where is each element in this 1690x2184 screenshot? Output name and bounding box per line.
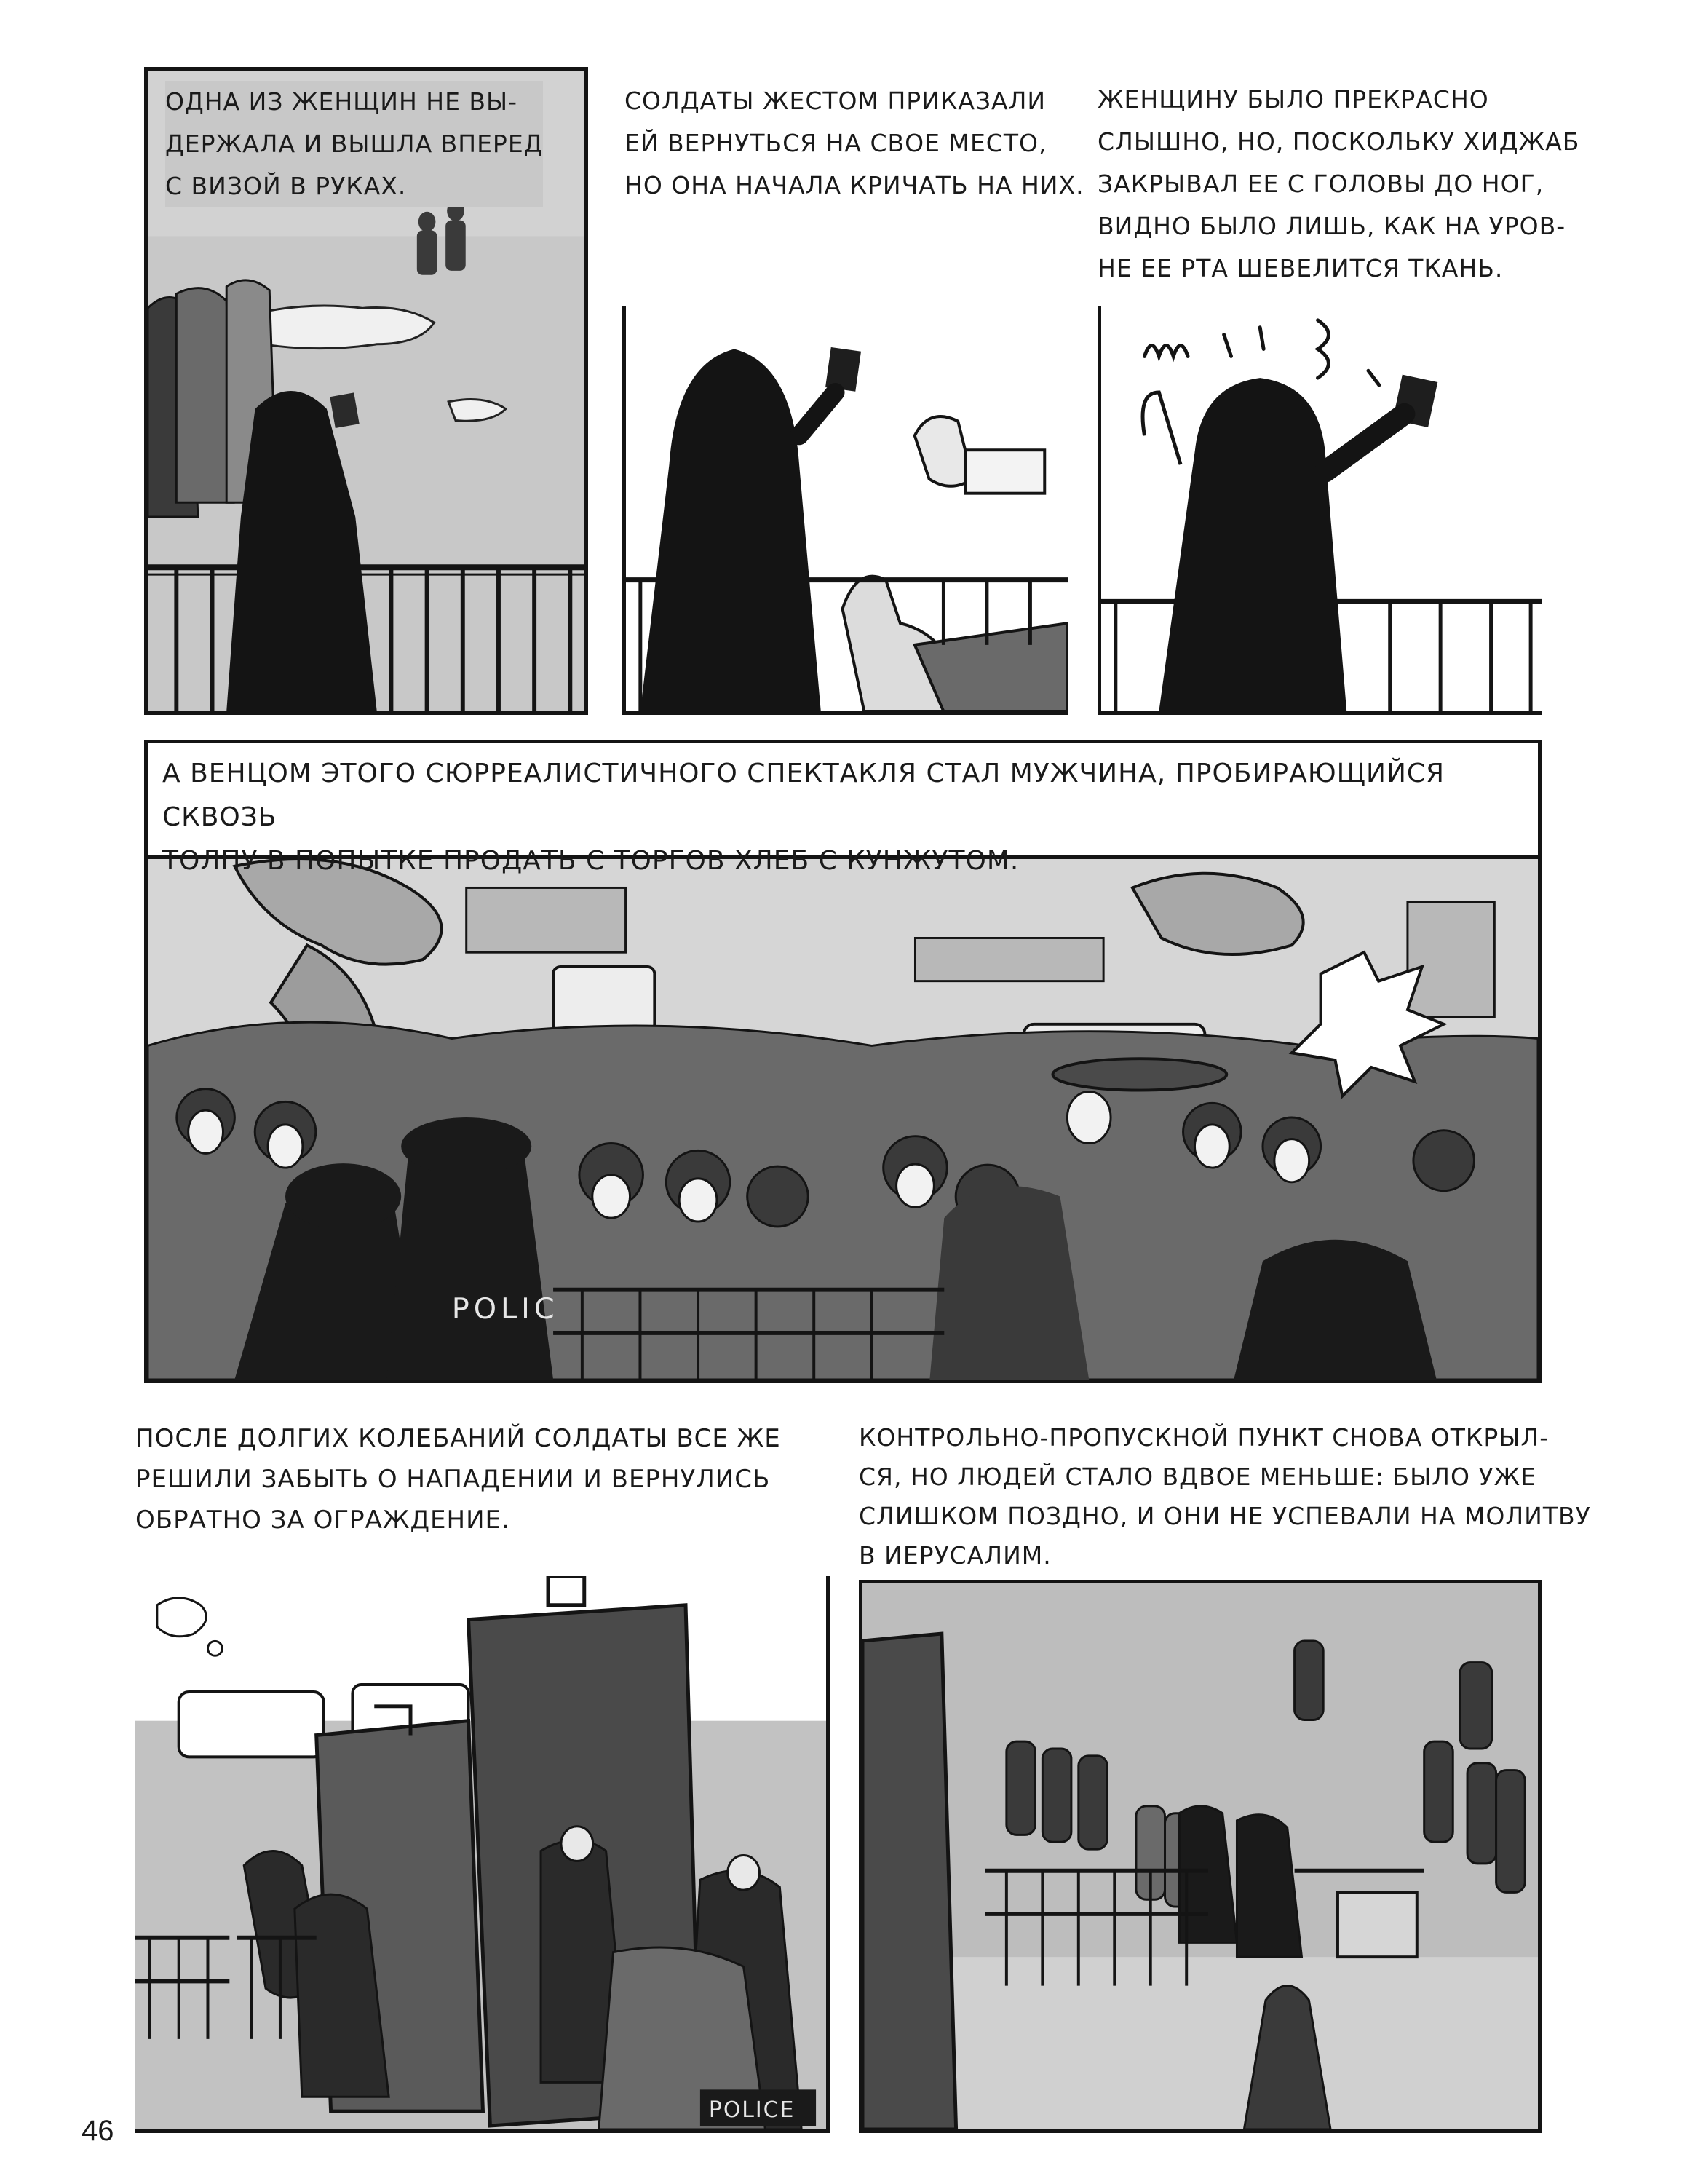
panel-6 bbox=[859, 1580, 1542, 2133]
panel-1-caption: ОДНА ИЗ ЖЕНЩИН НЕ ВЫ- ДЕРЖАЛА И ВЫШЛА ВПЕРЕД С ВИЗОЙ В РУКАХ. bbox=[165, 81, 543, 207]
panel-2 bbox=[622, 306, 1068, 715]
panel-1 bbox=[144, 67, 588, 715]
panel-5-art bbox=[135, 1576, 826, 2129]
panel-2-caption: СОЛДАТЫ ЖЕСТОМ ПРИКАЗАЛИ ЕЙ ВЕРНУТЬСЯ НА СВОЕ МЕСТО, НО ОНА НАЧАЛА КРИЧАТЬ НА НИХ. bbox=[624, 87, 1084, 199]
panel-4 bbox=[144, 855, 1542, 1383]
panel-5-caption: ПОСЛЕ ДОЛГИХ КОЛЕБАНИЙ СОЛДАТЫ ВСЕ ЖЕ РЕШИЛИ ЗАБЫТЬ О НАПАДЕНИИ И ВЕРНУЛИСЬ ОБРАТНО ЗА ОГРАЖДЕНИЕ. bbox=[135, 1424, 781, 1535]
panel-6-art bbox=[862, 1583, 1538, 2129]
panel-4-art bbox=[148, 859, 1538, 1380]
panel-3-art bbox=[1101, 306, 1542, 711]
panel-6-caption: КОНТРОЛЬНО-ПРОПУСКНОЙ ПУНКТ СНОВА ОТКРЫЛ- СЯ, НО ЛЮДЕЙ СТАЛО ВДВОЕ МЕНЬШЕ: БЫЛО УЖЕ СЛИШКОМ ПОЗДНО, И ОНИ НЕ УСПЕВАЛИ НА МОЛИТВУ В ИЕРУСАЛИМ. bbox=[859, 1423, 1591, 1570]
page-number: 46 bbox=[82, 2115, 114, 2147]
police-sign-text: POLICE bbox=[708, 2097, 796, 2124]
panel-3 bbox=[1098, 306, 1542, 715]
panel-3-caption: ЖЕНЩИНУ БЫЛО ПРЕКРАСНО СЛЫШНО, НО, ПОСКОЛЬКУ ХИДЖАБ ЗАКРЫВАЛ ЕЕ С ГОЛОВЫ ДО НОГ, ВИДНО БЫЛО ЛИШЬ, КАК НА УРОВ- НЕ ЕЕ РТА ШЕВЕЛИТСЯ ТКАНЬ. bbox=[1098, 85, 1580, 282]
police-vest-text: POLIC bbox=[451, 1292, 559, 1326]
panel-2-art bbox=[626, 306, 1068, 711]
panel-4-caption: А ВЕНЦОМ ЭТОГО СЮРРЕАЛИСТИЧНОГО СПЕКТАКЛЯ СТАЛ МУЖЧИНА, ПРОБИРАЮЩИЙСЯ СКВОЗЬ ТОЛПУ В ПОПЫТКЕ ПРОДАТЬ С ТОРГОВ ХЛЕБ С КУНЖУТОМ. bbox=[144, 740, 1542, 859]
panel-5 bbox=[135, 1576, 830, 2133]
